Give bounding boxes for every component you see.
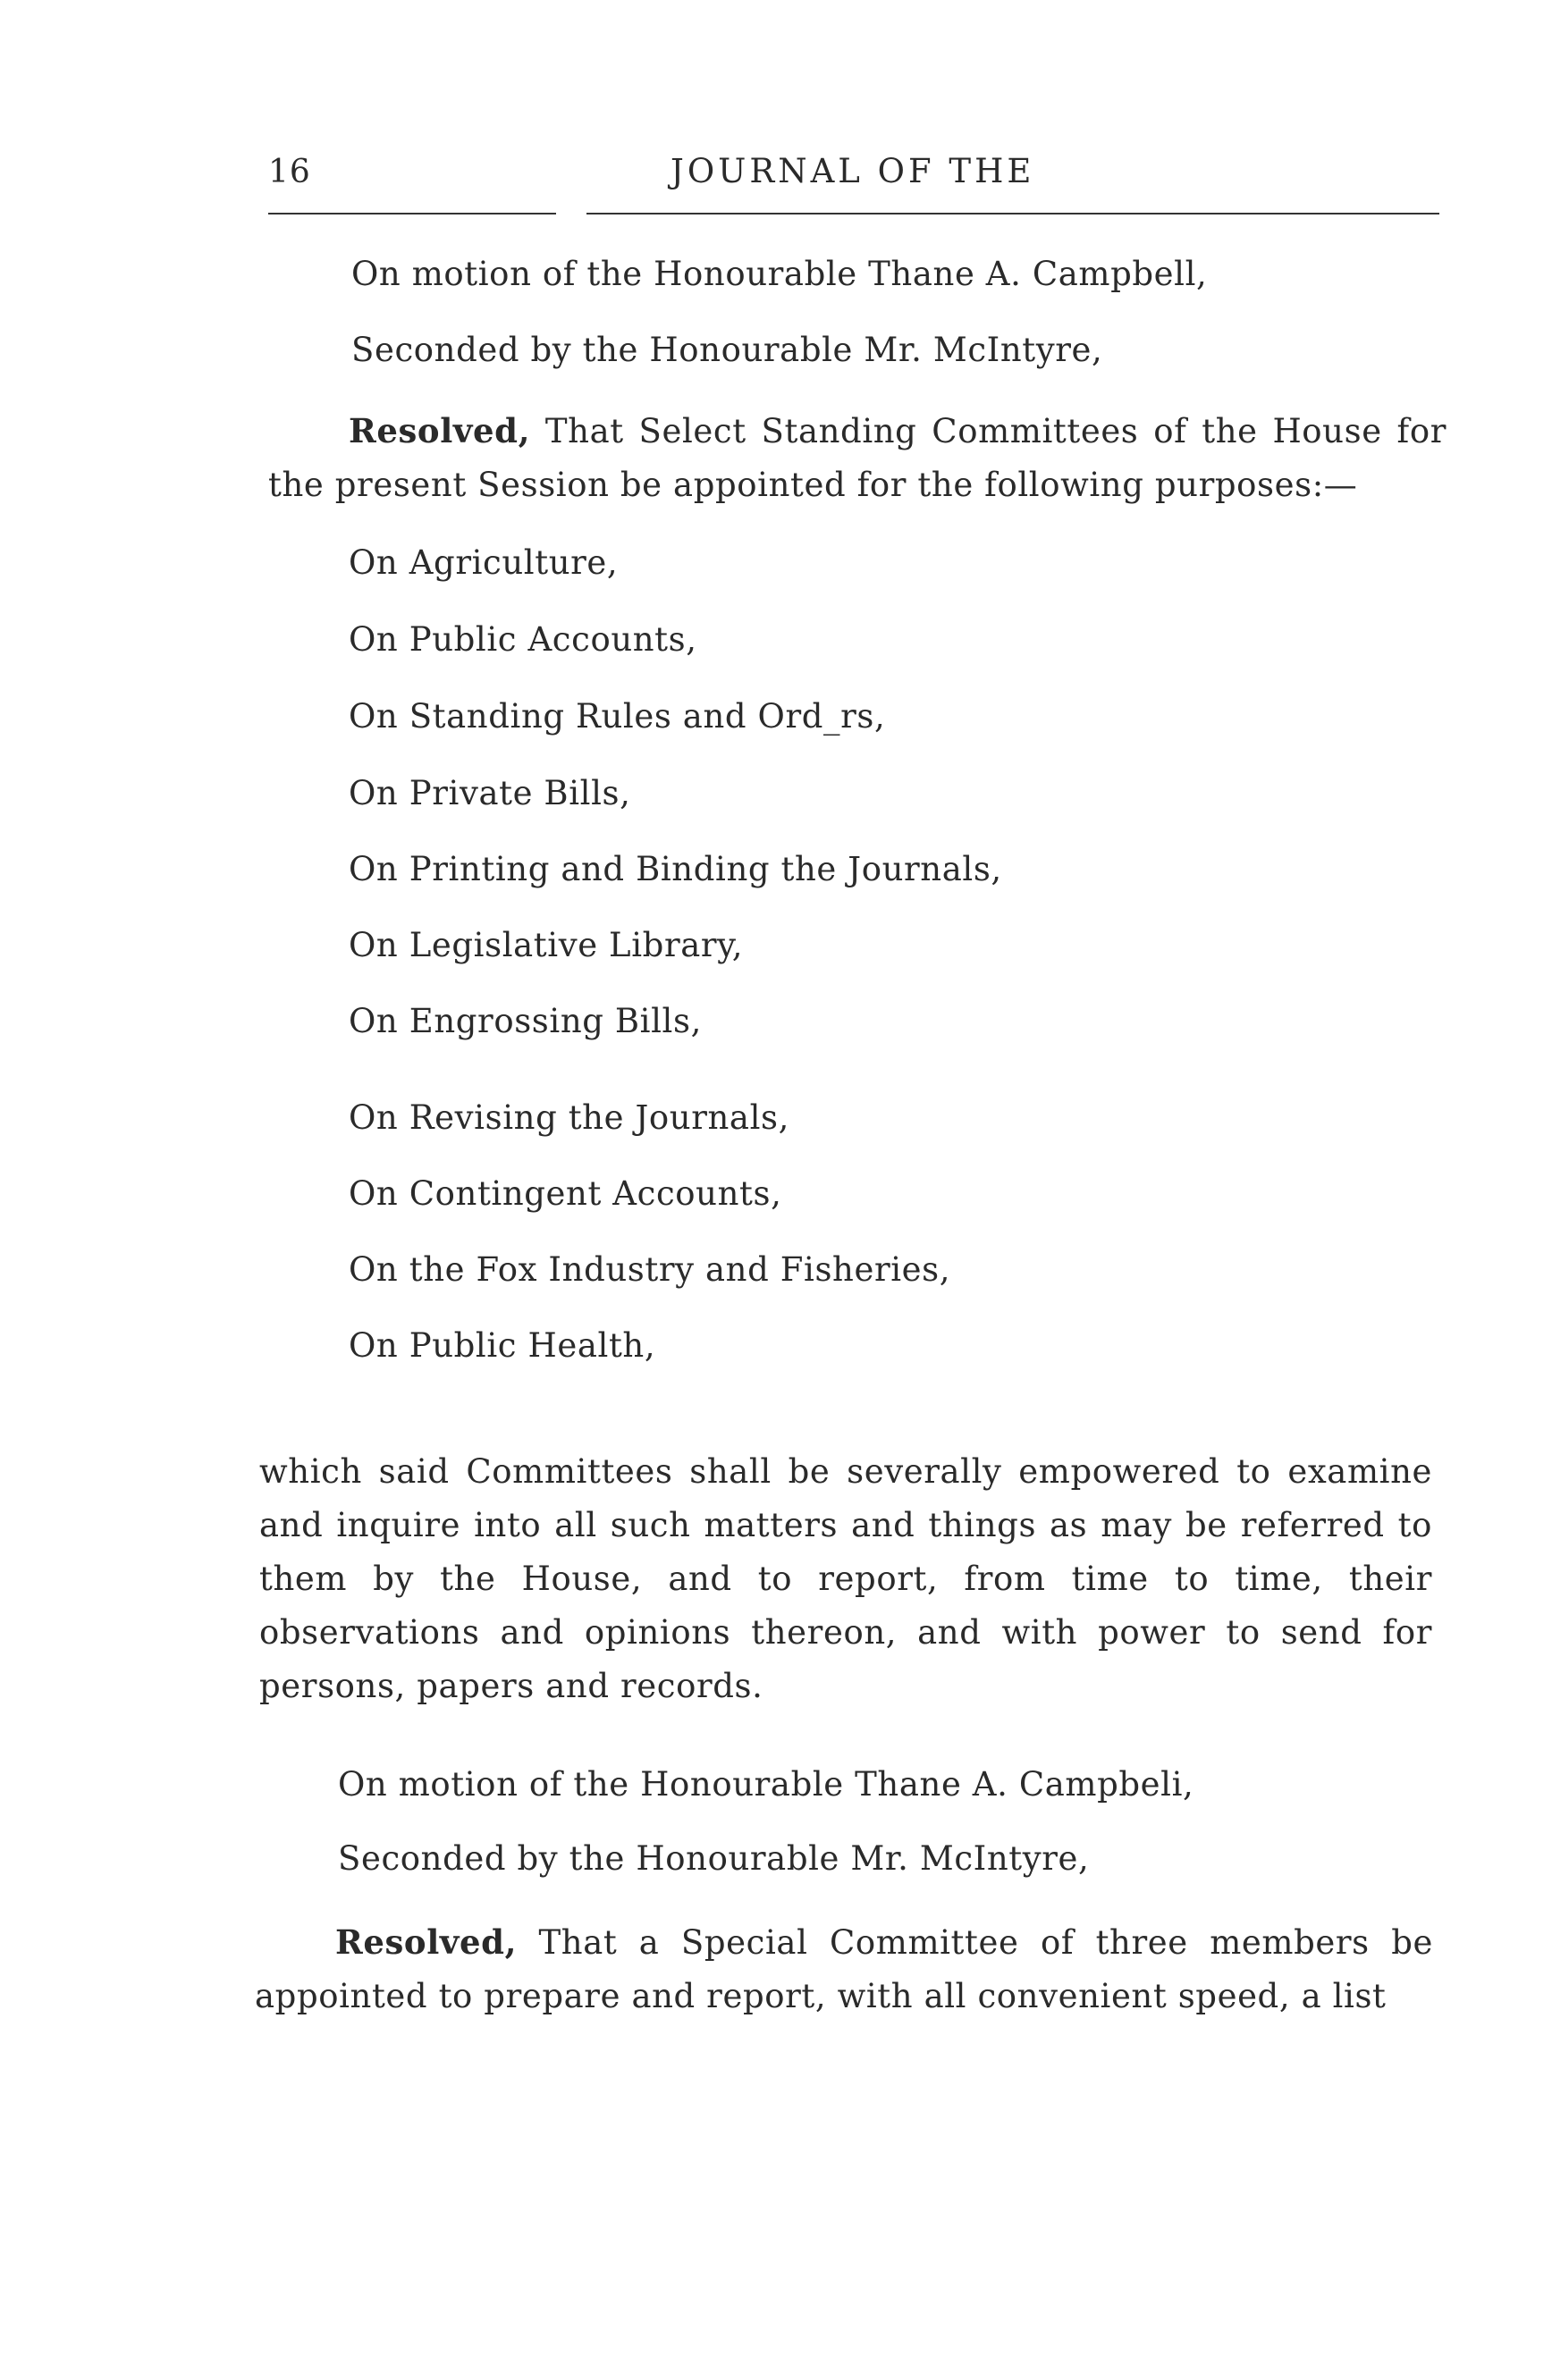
motion2-resolved-text: That a Special Committee of three members be appointed to prepare and report, with all convenient speed, a list bbox=[255, 1923, 1433, 2015]
motion1-resolution bbox=[268, 404, 1447, 512]
committee-item: On Public Accounts, bbox=[349, 620, 697, 659]
committee-item: On Engrossing Bills, bbox=[349, 1002, 702, 1040]
motion1-resolved-text: That Select Standing Committees of the House for the present Session be appointed for the following purposes:— bbox=[268, 412, 1447, 504]
committee-item: On Contingent Accounts, bbox=[349, 1174, 782, 1213]
committee-item: On the Fox Industry and Fisheries, bbox=[349, 1250, 951, 1289]
committee-item: On Private Bills, bbox=[349, 774, 631, 812]
page-number: 16 bbox=[268, 154, 311, 190]
motion1-resolved-label: Resolved, bbox=[349, 411, 531, 450]
committee-item: On Public Health, bbox=[349, 1326, 656, 1365]
powers-paragraph: which said Committees shall be severally empowered to examine and inquire into all such matters and things as may be referred to them by the House, and to report, from time to time, their observations and opinions thereon, and with power to send for persons, papers and records. bbox=[259, 1452, 1432, 1705]
header-rule-left bbox=[268, 213, 556, 214]
committee-item: On Agriculture, bbox=[349, 543, 619, 582]
page-header bbox=[268, 143, 1439, 206]
committee-item: On Standing Rules and Ord_rs, bbox=[349, 697, 886, 736]
running-head: JOURNAL OF THE bbox=[671, 152, 1035, 190]
committee-item: On Revising the Journals, bbox=[349, 1098, 789, 1137]
motion2-seconder: Seconded by the Honourable Mr. McIntyre, bbox=[338, 1839, 1090, 1878]
motion1-mover: On motion of the Honourable Thane A. Campbell, bbox=[351, 255, 1208, 293]
committee-item: On Printing and Binding the Journals, bbox=[349, 850, 1002, 888]
motion2-resolution bbox=[255, 1915, 1433, 2023]
header-rule-right bbox=[586, 213, 1439, 214]
motion1-seconder: Seconded by the Honourable Mr. McIntyre, bbox=[351, 331, 1103, 369]
committee-item: On Legislative Library, bbox=[349, 926, 744, 964]
motion2-resolved-label: Resolved, bbox=[335, 1922, 518, 1962]
motion2-mover: On motion of the Honourable Thane A. Campbeli, bbox=[338, 1765, 1194, 1804]
